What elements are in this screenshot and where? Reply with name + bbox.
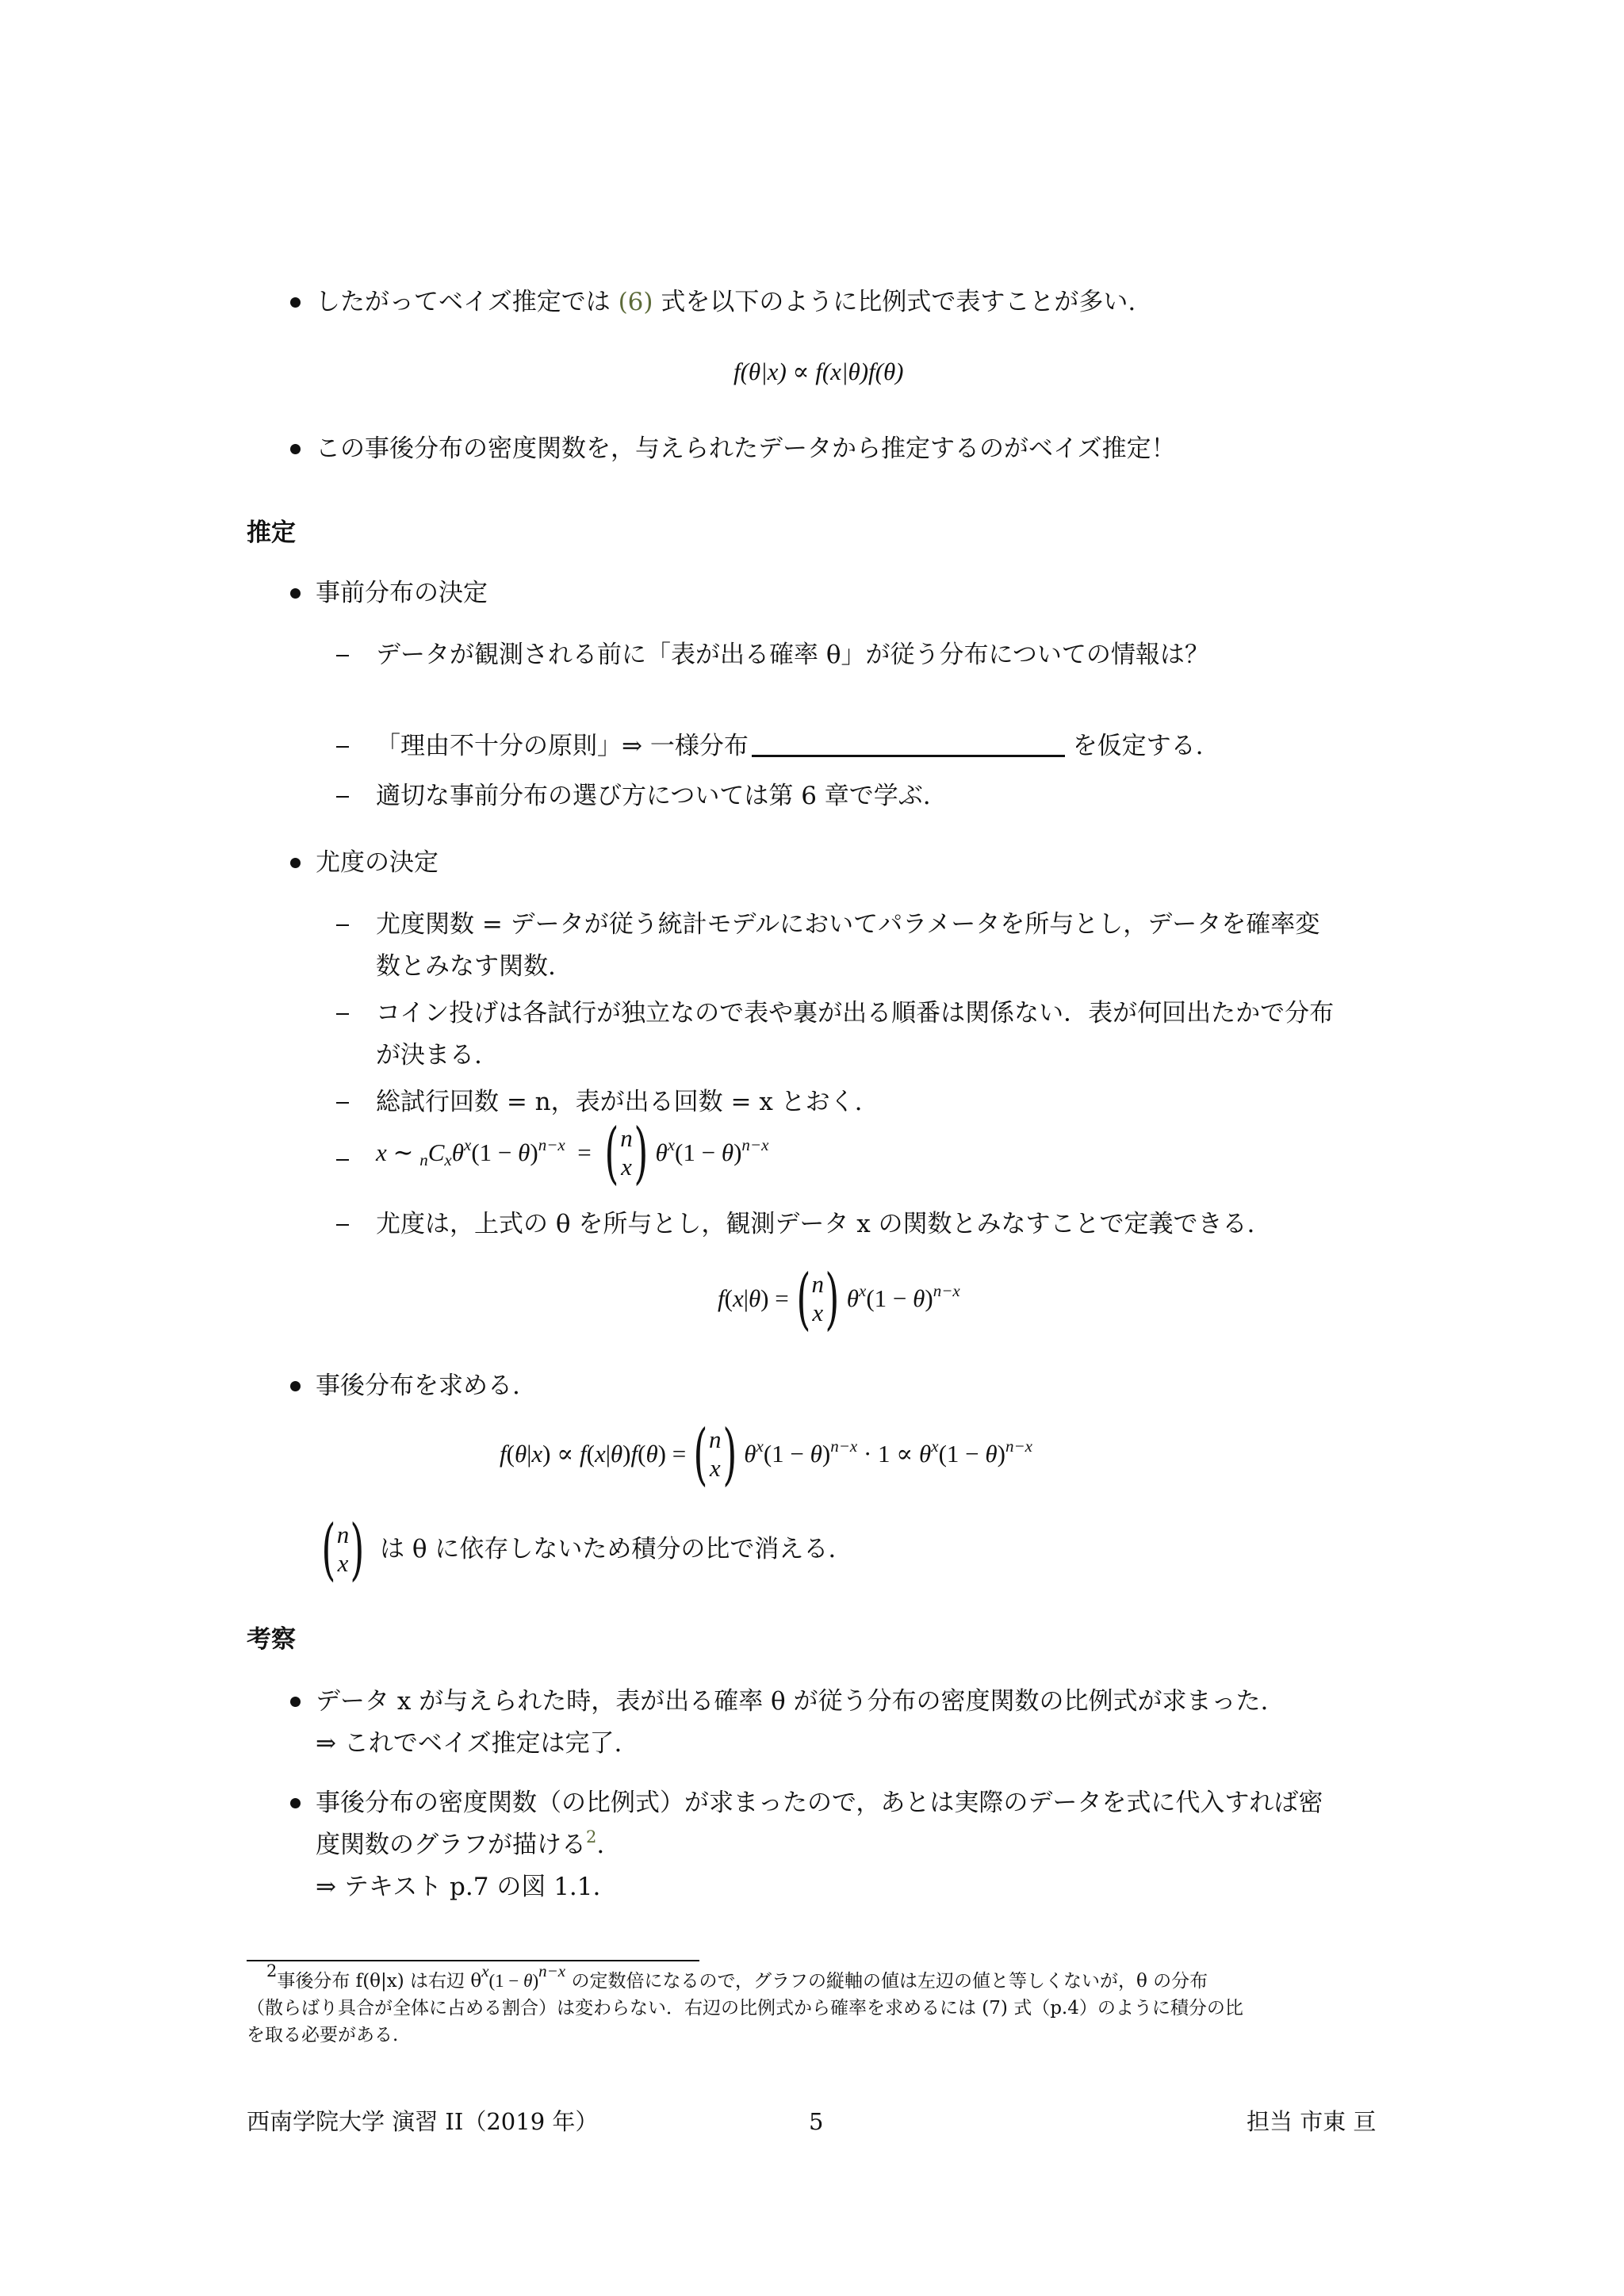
binomial-coefficient: ( n x ) — [796, 1260, 840, 1337]
dash-marker — [336, 655, 349, 656]
bullet-dot — [290, 588, 301, 599]
page-number: 5 — [809, 2108, 824, 2135]
bullet-dot — [290, 1381, 301, 1391]
discussion-bullet-2-line1: 事後分布の密度関数（の比例式）が求まったので，あとは実際のデータを式に代入すれば密 — [316, 1789, 1323, 1817]
binomial-coefficient: ( n x ) — [604, 1114, 649, 1192]
bullet-dot — [290, 858, 301, 868]
dash-marker — [336, 1102, 349, 1104]
footer-right: 担当 市東 亘 — [1247, 2108, 1377, 2135]
dash-marker — [336, 796, 349, 798]
discussion-bullet-1-line1: データ x が与えられた時，表が出る確率 θ が従う分布の密度関数の比例式が求まった. — [316, 1687, 1269, 1716]
section-heading-estimation: 推定 — [247, 519, 296, 547]
likelihood-item-1-line1: 尤度関数 = データが従う統計モデルにおいてパラメータを所与とし，データを確率変 — [376, 910, 1320, 939]
likelihood-item-3: 総試行回数 = n，表が出る回数 = x とおく. — [376, 1088, 863, 1116]
binomial-coefficient: ( n x ) — [321, 1510, 365, 1588]
dash-marker — [336, 746, 349, 748]
likelihood-function-equation: f(x|θ) = ( n x ) $\theta^x(1 - \theta)^{n-x}$ — [718, 1260, 960, 1337]
likelihood-item-2-line1: コイン投げは各試行が独立なので表や裏が出る順番は関係ない．表が何回出たかで分布 — [376, 999, 1335, 1027]
footer-left: 西南学院大学 演習 II（2019 年） — [247, 2108, 599, 2135]
equation-proportional: f(θ|x) ∝ f(x|θ)f(θ) — [733, 358, 904, 385]
footnote-rule — [247, 1960, 699, 1961]
prior-item-3: 適切な事前分布の選び方については第 6 章で学ぶ. — [376, 782, 931, 810]
footnote-line-2: （散らばり具合が全体に占める割合）は変わらない．右辺の比例式から確率を求めるには (7) 式（p.4）のように積分の比 — [247, 1998, 1243, 2019]
dash-marker — [336, 924, 349, 926]
footnote-line-1: $^2$事後分布 f(θ|x) は右辺 $\theta^x(1 - \theta)^{n-x}$ の定数倍になるので，グラフの縦軸の値は左辺の値と等しくないが，θ の分布 — [266, 1961, 1208, 1992]
likelihood-heading: 尤度の決定 — [316, 848, 439, 877]
footnote-line-3: を取る必要がある. — [247, 2025, 399, 2045]
binomial-distribution-formula: x ∼ $_nC_x\theta^x(1 - \theta)^{n-x}$ = ( n x ) $\theta^x(1 - \theta)^{n-x}$ — [376, 1114, 769, 1192]
bullet-dot — [290, 444, 301, 454]
prior-item-1: データが観測される前に「表が出る確率 θ」が従う分布についての情報は？ — [376, 641, 1209, 669]
prior-heading: 事前分布の決定 — [316, 579, 488, 607]
likelihood-item-1-line2: 数とみなす関数. — [376, 952, 556, 981]
intro-bullet-2: この事後分布の密度関数を，与えられたデータから推定するのがベイズ推定！ — [316, 434, 1176, 463]
section-heading-discussion: 考察 — [247, 1625, 296, 1654]
posterior-note: ( n x ) は θ に依存しないため積分の比で消える. — [314, 1516, 836, 1582]
bullet-dot — [290, 1798, 301, 1808]
dash-marker — [336, 1159, 349, 1161]
binomial-coefficient: ( n x ) — [693, 1415, 737, 1493]
answer-blank[interactable] — [752, 731, 1065, 757]
discussion-bullet-1-line2: ⇒ これでベイズ推定は完了. — [316, 1729, 622, 1758]
likelihood-item-5: 尤度は，上式の θ を所与とし，観測データ x の関数とみなすことで定義できる. — [376, 1210, 1255, 1238]
discussion-bullet-2-line2: 度関数のグラフが描ける$^2$. — [316, 1827, 605, 1859]
bullet-dot — [290, 297, 301, 308]
intro-bullet-1: したがってベイズ推定では (6) 式を以下のように比例式で表すことが多い. — [316, 288, 1136, 316]
dash-marker — [336, 1013, 349, 1015]
footnote-ref-2[interactable]: 2 — [586, 1827, 597, 1846]
posterior-equation: f(θ|x) ∝ f(x|θ)f(θ) = ( n x ) $\theta^x(1 - \theta)^{n-x} \cdot 1 \propto \theta^x(1 - \theta)^{n-x}$ — [500, 1415, 1032, 1493]
prior-item-2: 「理由不十分の原則」⇒ 一様分布 を仮定する. — [376, 732, 1204, 760]
likelihood-item-2-line2: が決まる. — [376, 1041, 482, 1070]
equation-ref-6[interactable]: (6) — [618, 288, 653, 316]
dash-marker — [336, 1224, 349, 1226]
bullet-dot — [290, 1697, 301, 1707]
posterior-heading: 事後分布を求める. — [316, 1372, 520, 1400]
discussion-bullet-2-line3: ⇒ テキスト p.7 の図 1.1. — [316, 1873, 601, 1901]
